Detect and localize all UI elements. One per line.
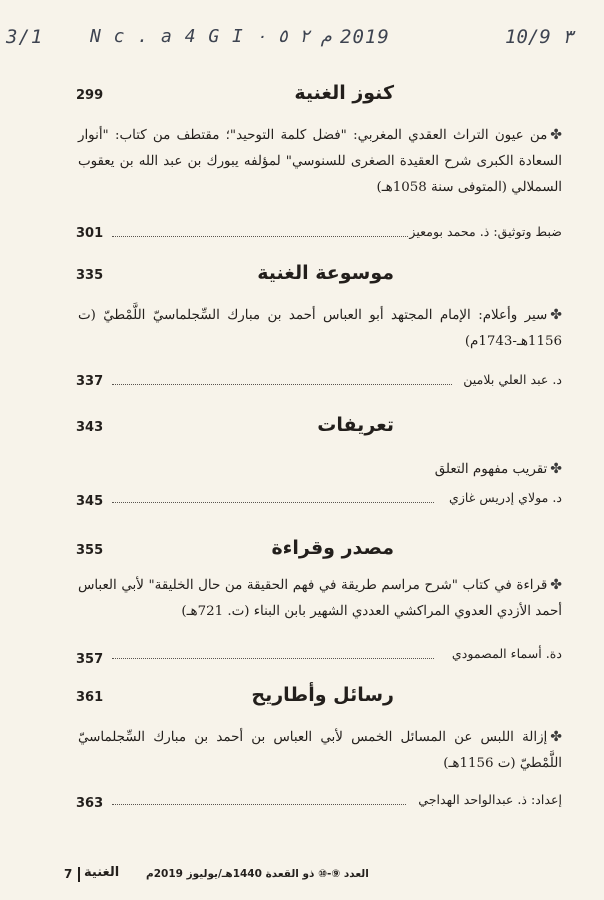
entry-author: ضبط وتوثيق: ذ. محمد بومعيز bbox=[409, 224, 562, 239]
section-heading: رسائل وأطاريح bbox=[251, 684, 394, 706]
handwritten-year: 2019 bbox=[340, 26, 390, 48]
section-heading: موسوعة الغنية bbox=[257, 262, 394, 284]
entry-author: دة. أسماء المصمودي bbox=[451, 646, 562, 661]
section-page-number: 335 bbox=[76, 268, 104, 283]
fleuron-bullet-icon: ✤ bbox=[550, 729, 562, 745]
toc-entry[interactable] bbox=[78, 724, 562, 777]
section-heading: مصدر وقراءة bbox=[271, 537, 394, 559]
footer-divider bbox=[78, 867, 80, 882]
author-page-number: 363 bbox=[76, 796, 104, 811]
leader-dots bbox=[112, 658, 434, 659]
entry-title: سير وأعلام: الإمام المجتهد أبو العباس أحمد بن مبارك السِّجلماسيّ اللَّمْطيّ (ت 1156هـ-1743م) bbox=[78, 308, 562, 349]
toc-entry[interactable] bbox=[78, 572, 562, 625]
section-page-number: 299 bbox=[76, 88, 104, 103]
footer-page-number: 7 bbox=[64, 867, 73, 881]
author-page-number: 337 bbox=[76, 374, 104, 389]
handwritten-date: 10/9 ٣ bbox=[505, 26, 574, 48]
footer-journal-title: الغنية bbox=[84, 865, 120, 880]
entry-title: تقريب مفهوم التعلق bbox=[434, 462, 548, 477]
leader-dots bbox=[112, 236, 408, 237]
entry-title: إزالة اللبس عن المسائل الخمس لأبي العباس بن أحمد بن مبارك السِّجلماسيّ اللَّمْطيّ (ت 1156هـ) bbox=[78, 730, 562, 771]
section-heading: تعريفات bbox=[317, 414, 394, 436]
leader-dots bbox=[112, 384, 452, 385]
toc-entry[interactable] bbox=[78, 456, 562, 483]
section-page-number: 355 bbox=[76, 543, 104, 558]
section-heading: كنوز الغنية bbox=[294, 82, 394, 104]
entry-author: د. عبد العلي بلامين bbox=[463, 372, 562, 387]
leader-dots bbox=[112, 804, 406, 805]
fleuron-bullet-icon: ✤ bbox=[550, 307, 562, 323]
entry-title: من عيون التراث العقدي المغربي: "فضل كلمة التوحيد"؛ مقتطف من كتاب: "أنوار السعادة الكبرى شرح العقيدة الصغرى للسنوسي" لمؤلفه يبورك بن عبد الله بن يعقوب السملالي (المتوفى سنة 1058هـ) bbox=[78, 128, 562, 195]
fleuron-bullet-icon: ✤ bbox=[550, 461, 562, 477]
author-page-number: 301 bbox=[76, 226, 104, 241]
leader-dots bbox=[112, 502, 434, 503]
entry-author: د. مولاي إدريس غازي bbox=[448, 490, 562, 505]
toc-entry[interactable] bbox=[78, 302, 562, 355]
entry-author: إعداد: ذ. عبدالواحد الهداجي bbox=[418, 792, 562, 807]
section-page-number: 343 bbox=[76, 420, 104, 435]
entry-title: قراءة في كتاب "شرح مراسم طريقة في فهم الحقيقة من حال الخليقة" لأبي العباس أحمد الأزدي العدوي المراكشي العددي الشهير بابن البناء (ت. 721هـ) bbox=[78, 578, 562, 619]
author-page-number: 345 bbox=[76, 494, 104, 509]
handwritten-note-left: 3/1 bbox=[6, 26, 44, 48]
fleuron-bullet-icon: ✤ bbox=[550, 127, 562, 143]
toc-entry[interactable] bbox=[78, 122, 562, 201]
page-footer bbox=[54, 865, 562, 885]
handwritten-catalog-code: N c . a 4 G I م ٢ ٥ ٠ bbox=[90, 26, 332, 47]
fleuron-bullet-icon: ✤ bbox=[550, 577, 562, 593]
footer-issue-info: العدد ⑨-⑩ ذو القعدة 1440هـ/يوليوز 2019م bbox=[146, 868, 369, 880]
section-page-number: 361 bbox=[76, 690, 104, 705]
author-page-number: 357 bbox=[76, 652, 104, 667]
